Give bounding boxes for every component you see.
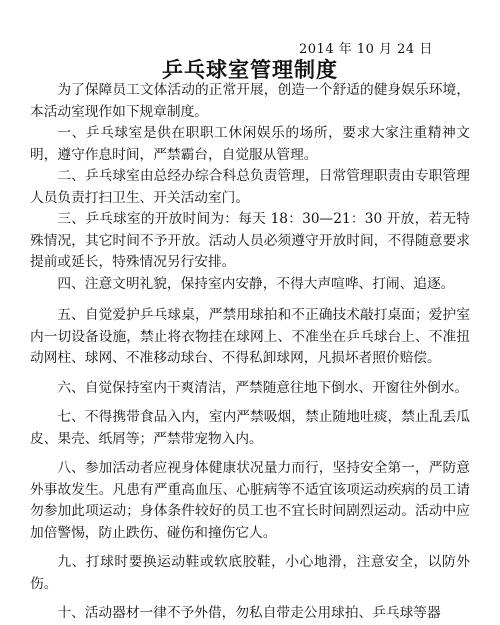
intro-paragraph: 为了保障员工文体活动的正常开展，创造一个舒适的健身娱乐环境，本活动室现作如下规章制度。 [30,82,470,120]
rule-paragraph: 十、活动器材一律不予外借，勿私自带走公用球拍、乒乓球等器 [57,605,441,621]
rule-paragraph: 二、乒乓球室由总经办综合科总负责管理，日常管理职责由专职管理人员负责打扫卫生、开关活动室门。 [30,168,470,206]
document-title: 乒乓球室管理制度 [162,57,338,82]
rule-paragraph: 四、注意文明礼貌，保持室内安静，不得大声喧哗、打闹、追逐。 [57,275,455,292]
rule-paragraph: 三、乒乓球室的开放时间为：每天 18：30—21：30 开放，若无特殊情况，其它时间不予开放。活动人员必须遵守开放时间，不得随意要求提前或延长，特殊情况另行安排。 [30,211,470,270]
rule-paragraph: 五、自觉爱护乒乓球桌，严禁用球拍和不正确技术敲打桌面；爱护室内一切设备设施，禁止将衣物挂在球网上、不准坐在乒乓球台上、不准扭动网柱、球网、不准移动球台、不得私卸球网，凡损坏者照价赔偿。 [30,307,470,366]
rule-paragraph: 九、打球时要换运动鞋或软底胶鞋，小心地滑，注意安全，以防外伤。 [30,554,470,592]
rule-paragraph: 七、不得携带食品入内，室内严禁吸烟，禁止随地吐痰，禁止乱丢瓜皮、果壳、纸屑等；严禁带宠物入内。 [30,409,470,447]
rule-paragraph: 六、自觉保持室内干爽清洁，严禁随意往地下倒水、开窗往外倒水。 [57,379,469,396]
document-date: 2014 年 10 月 24 日 [299,42,433,57]
rule-paragraph: 八、参加活动者应视身体健康状况量力而行，坚持安全第一，严防意外事故发生。凡患有严重高血压、心脏病等不适宜该项运动疾病的员工请勿参加此项运动；身体条件较好的员工也不宜长时间剧烈运动。活动中应加倍警惕，防止跌伤、碰伤和撞伤它人。 [30,460,470,541]
rule-paragraph: 一、乒乓球室是供在职职工休闲娱乐的场所，要求大家注重精神文明，遵守作息时间，严禁霸台，自觉服从管理。 [30,125,470,163]
document-body [30,80,470,625]
